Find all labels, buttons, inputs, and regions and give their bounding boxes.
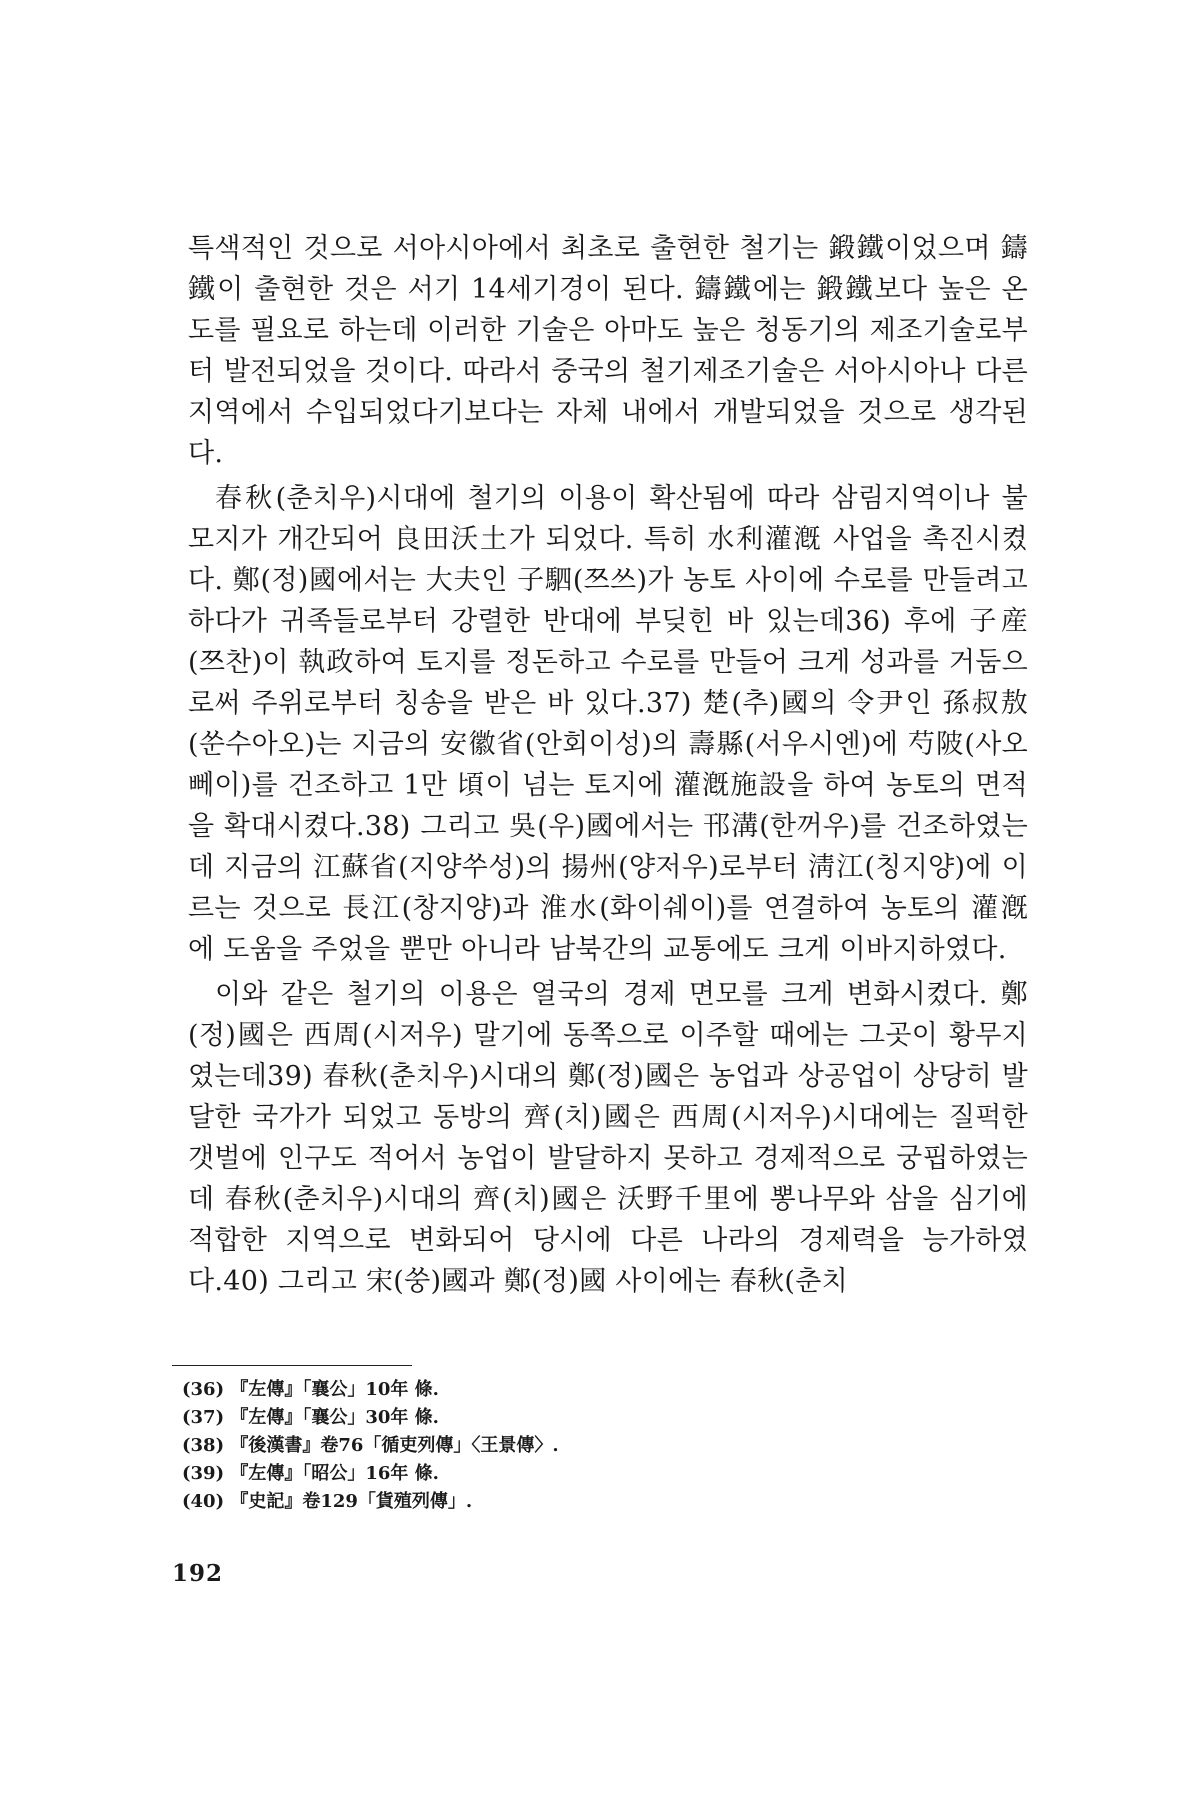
footnotes — [182, 1376, 1042, 1516]
footnote-37: (37) 『左傳』「襄公」30年 條. — [182, 1407, 439, 1428]
footnote-divider — [172, 1365, 412, 1366]
paragraph-3: 이와 같은 철기의 이용은 열국의 경제 면모를 크게 변화시켰다. 鄭(정)國은 西周(시저우) 말기에 동쪽으로 이주할 때에는 그곳이 황무지였는데39) 春秋(춘치우)시대의 鄭(정)國은 농업과 상공업이 상당히 발달한 국가가 되었고 동방의 齊(치)國은 西周(시저우)시대에는 질퍽한 갯벌에 인구도 적어서 농업이 발달하지 못하고 경제적으로 궁핍하였는데 春秋(춘치우)시대의 齊(치)國은 沃野千里에 뽕나무와 삼을 심기에 적합한 지역으로 변화되어 당시에 다른 나라의 경제력을 능가하였다.40) 그리고 宋(쑹)國과 鄭(정)國 사이에는 春秋(춘치 — [188, 979, 1028, 1297]
footnote-36: (36) 『左傳』「襄公」10年 條. — [182, 1379, 439, 1400]
footnote-39: (39) 『左傳』「昭公」16年 條. — [182, 1463, 439, 1484]
page-number: 192 — [172, 1560, 224, 1587]
footnote-40: (40) 『史記』卷129「貨殖列傳」. — [182, 1491, 473, 1512]
paragraph-1: 특색적인 것으로 서아시아에서 최초로 출현한 철기는 鍛鐵이었으며 鑄鐵이 출현한 것은 서기 14세기경이 된다. 鑄鐵에는 鍛鐵보다 높은 온도를 필요로 하는데 이러한 기술은 아마도 높은 청동기의 제조기술로부터 발전되었을 것이다. 따라서 중국의 철기제조기술은 서아시아나 다른 지역에서 수입되었다기보다는 자체 내에서 개발되었을 것으로 생각된다. — [188, 233, 1028, 469]
body-text — [188, 228, 1028, 1302]
footnote-38: (38) 『後漢書』卷76「循吏列傳」〈王景傳〉. — [182, 1435, 559, 1456]
paragraph-2: 春秋(춘치우)시대에 철기의 이용이 확산됨에 따라 삼림지역이나 불모지가 개간되어 良田沃土가 되었다. 특히 水利灌漑 사업을 촉진시켰다. 鄭(정)國에서는 大夫인 子駟(쯔쓰)가 농토 사이에 수로를 만들려고 하다가 귀족들로부터 강렬한 반대에 부딪힌 바 있는데36) 후에 子産(쯔찬)이 執政하여 토지를 정돈하고 수로를 만들어 크게 성과를 거둠으로써 주위로부터 칭송을 받은 바 있다.37) 楚(추)國의 令尹인 孫叔敖(쑨수아오)는 지금의 安徽省(안회이성)의 壽縣(서우시엔)에 芍陂(사오뻬이)를 건조하고 1만 頃이 넘는 토지에 灌漑施設을 하여 농토의 면적을 확대시켰다.38) 그리고 吳(우)國에서는 邗溝(한꺼우)를 건조하였는데 지금의 江蘇省(지양쑤성)의 揚州(양저우)로부터 淸江(칭지양)에 이르는 것으로 長江(창지양)과 淮水(화이쉐이)를 연결하여 농토의 灌漑에 도움을 주었을 뿐만 아니라 남북간의 교통에도 크게 이바지하였다. — [188, 483, 1028, 965]
